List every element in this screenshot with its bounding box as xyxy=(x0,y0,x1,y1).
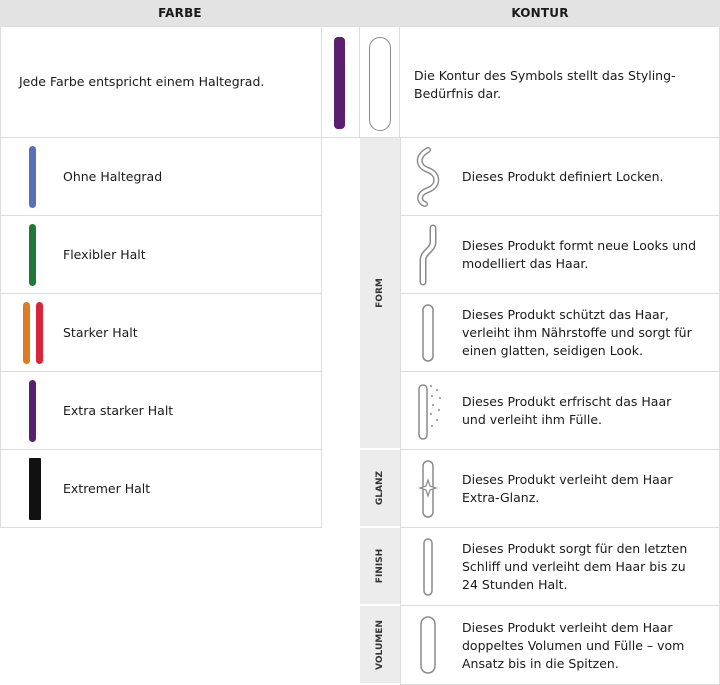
wavy-outline-icon xyxy=(415,146,445,208)
kontur-row xyxy=(450,294,720,372)
sample-outline-icon xyxy=(369,37,391,131)
kontur-row-text-line: Schliff und verleiht dem Haar bis zu xyxy=(462,559,686,574)
farbe-row-label: Flexibler Halt xyxy=(63,247,146,262)
kontur-row xyxy=(450,450,720,528)
color-bar xyxy=(29,380,36,442)
kontur-row-text-line: Dieses Produkt formt neue Looks und xyxy=(462,238,697,253)
straight-outline-icon xyxy=(415,302,445,364)
category-cell xyxy=(360,138,400,450)
kontur-row xyxy=(450,606,720,685)
category-label: VOLUMEN xyxy=(375,619,385,670)
kontur-icon-cell xyxy=(400,528,450,606)
sprinkle-outline-icon xyxy=(415,380,445,442)
farbe-header xyxy=(0,0,360,26)
kontur-icon-cell xyxy=(400,372,450,450)
kontur-row xyxy=(450,528,720,606)
color-bar xyxy=(29,458,41,520)
kontur-row-text-line: einen glatten, seidigen Look. xyxy=(462,343,643,358)
farbe-row-label: Ohne Haltegrad xyxy=(63,169,163,184)
kontur-header-label: KONTUR xyxy=(511,6,569,20)
kontur-row-text-line: Dieses Produkt definiert Locken. xyxy=(462,169,664,184)
kontur-row-text-line: Ansatz bis in die Spitzen. xyxy=(462,655,619,671)
farbe-header-label: FARBE xyxy=(158,6,202,20)
farbe-row-label: Starker Halt xyxy=(63,325,138,340)
kontur-sample-icon-cell xyxy=(360,26,400,138)
kontur-row-text-line: verleiht ihm Nährstoffe und sorgt für xyxy=(462,325,692,340)
kontur-row-text-line: Dieses Produkt verleiht dem Haar xyxy=(462,472,673,487)
kontur-icon-cell xyxy=(400,450,450,528)
farbe-row xyxy=(0,138,322,216)
color-bar xyxy=(29,224,36,286)
category-cell xyxy=(360,528,400,606)
kontur-row xyxy=(450,216,720,294)
shine-outline-icon xyxy=(415,458,445,520)
kontur-row xyxy=(450,372,720,450)
farbe-row xyxy=(0,294,322,372)
farbe-row-label: Extremer Halt xyxy=(63,481,151,496)
category-label: FORM xyxy=(375,278,385,308)
kontur-row-text-line: Dieses Produkt verleiht dem Haar xyxy=(462,619,673,635)
farbe-row xyxy=(0,372,322,450)
kontur-row-text-line: doppeltes Volumen und Fülle – vom xyxy=(462,637,685,653)
color-bar xyxy=(29,146,36,208)
kontur-row-text-line: Extra-Glanz. xyxy=(462,490,540,505)
category-cell xyxy=(360,606,400,685)
category-cell xyxy=(360,450,400,528)
wide-outline-icon xyxy=(415,614,445,676)
kontur-row-text-line: Dieses Produkt erfrischt das Haar xyxy=(462,394,672,409)
kontur-row-text-line: Dieses Produkt sorgt für den letzten xyxy=(462,541,688,556)
kontur-intro-text: Die Kontur des Symbols stellt das Styling-Bedürfnis dar. xyxy=(414,68,676,101)
kontur-icon-cell xyxy=(400,294,450,372)
color-bar xyxy=(23,302,30,364)
color-bar xyxy=(36,302,43,364)
sample-bar-cell xyxy=(322,26,360,138)
category-label: GLANZ xyxy=(375,470,385,506)
category-label: FINISH xyxy=(375,548,385,584)
kontur-icon-cell xyxy=(400,138,450,216)
farbe-row xyxy=(0,216,322,294)
kontur-row xyxy=(450,138,720,216)
sample-color-bar xyxy=(334,37,345,129)
thin-outline-icon xyxy=(415,536,445,598)
farbe-intro-cell xyxy=(0,26,322,138)
kontur-row-text-line: modelliert das Haar. xyxy=(462,256,589,271)
bent-outline-icon xyxy=(415,224,445,286)
kontur-row-text-line: und verleiht ihm Fülle. xyxy=(462,412,602,427)
kontur-row-text-line: 24 Stunden Halt. xyxy=(462,577,568,592)
kontur-intro-cell xyxy=(400,26,720,138)
kontur-icon-cell xyxy=(400,216,450,294)
farbe-row xyxy=(0,450,322,528)
kontur-icon-cell xyxy=(400,606,450,685)
farbe-intro-text: Jede Farbe entspricht einem Haltegrad. xyxy=(19,74,265,89)
kontur-header xyxy=(360,0,720,26)
farbe-row-label: Extra starker Halt xyxy=(63,403,174,418)
kontur-row-text-line: Dieses Produkt schützt das Haar, xyxy=(462,307,669,322)
